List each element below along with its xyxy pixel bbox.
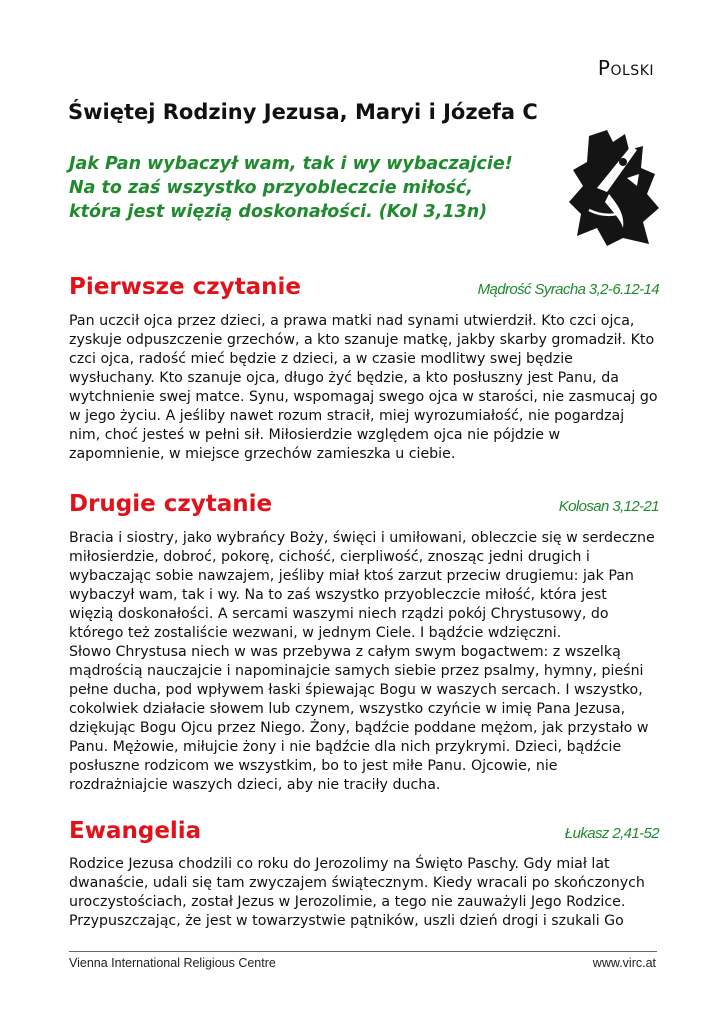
section-title: Pierwsze czytanie bbox=[69, 274, 301, 300]
text-line: wybaczył wam, tak i wy. Na to zaś wszystko przyobleczcie miłość, która jest bbox=[69, 587, 607, 603]
text-line: rozdrażniajcie waszych dzieci, aby nie traciły ducha. bbox=[69, 777, 441, 793]
text-line: czci ojca, radość mieć będzie z dzieci, a w czasie modlitwy swej będzie bbox=[69, 351, 573, 367]
text-line: dwanaście, udali się tam zwyczajem świątecznym. Kiedy wracali po skończonych bbox=[69, 875, 645, 891]
text-line: wysłuchany. Kto szanuje ojca, długo żyć będzie, a kto posłuszny jest Panu, da bbox=[69, 370, 619, 386]
section-title: Ewangelia bbox=[69, 818, 202, 844]
text-line: w jego życiu. A jeśliby nawet rozum stracił, miej wyrozumiałość, nie pogardzaj bbox=[69, 408, 625, 424]
text-line: cokolwiek działacie słowem lub czynem, wszystko czyńcie w imię Pana Jezusa, bbox=[69, 701, 626, 717]
text-line: którego też zostaliście wezwani, w jednym Ciele. I bądźcie wdzięczni. bbox=[69, 625, 562, 641]
text-line: posłuszne rodzicom we wszystkim, bo to jest miłe Panu. Ojcowie, nie bbox=[69, 758, 558, 774]
section-body bbox=[69, 529, 667, 795]
section-reference: Łukasz 2,41-52 bbox=[564, 825, 659, 842]
motto bbox=[69, 152, 549, 224]
motto-line: która jest więzią doskonałości. (Kol 3,13n) bbox=[69, 202, 488, 222]
text-line: wybaczając sobie nawzajem, jeśliby miał ktoś zarzut przeciw drugiemu: jak Pan bbox=[69, 568, 634, 584]
page-title: Świętej Rodziny Jezusa, Maryi i Józefa C bbox=[68, 100, 538, 124]
text-line: wytchnienie swej matce. Synu, wspomagaj swego ojca w starości, nie zasmucaj go bbox=[69, 389, 658, 405]
text-line: zapomnienie, w miejsce grzechów zamieszka u ciebie. bbox=[69, 446, 456, 462]
text-line: Bracia i siostry, jako wybrańcy Boży, święci i umiłowani, obleczcie się w serdeczne bbox=[69, 530, 655, 546]
motto-line: Jak Pan wybaczył wam, tak i wy wybaczajcie! bbox=[69, 154, 513, 174]
text-line: Przypuszczając, że jest w towarzystwie pątników, uszli dzień drogi i szukali Go bbox=[69, 913, 624, 929]
section-reference: Kolosan 3,12-21 bbox=[558, 498, 659, 515]
section-header-first-reading bbox=[69, 266, 659, 302]
text-line: Panu. Mężowie, miłujcie żony i nie bądźcie dla nich przykrymi. Dzieci, bądźcie bbox=[69, 739, 622, 755]
text-line: Słowo Chrystusa niech w was przebywa z całym swym bogactwem: z wszelką bbox=[69, 644, 621, 660]
section-body bbox=[69, 855, 667, 931]
text-line: mądrością nauczajcie i napominajcie samych siebie przez psalmy, hymny, pieśni bbox=[69, 663, 644, 679]
illustration-image bbox=[567, 128, 661, 248]
section-title: Drugie czytanie bbox=[69, 491, 273, 517]
text-line: więzią doskonałości. A sercami waszymi niech rządzi pokój Chrystusowy, do bbox=[69, 606, 609, 622]
text-line: Rodzice Jezusa chodzili co roku do Jerozolimy na Święto Paschy. Gdy miał lat bbox=[69, 856, 610, 872]
motto-line: Na to zaś wszystko przyobleczcie miłość, bbox=[69, 178, 473, 198]
footer-website-link[interactable]: www.virc.at bbox=[592, 956, 656, 970]
language-label: Polski bbox=[597, 56, 654, 80]
text-line: miłosierdzie, dobroć, pokorę, cichość, cierpliwość, znosząc jedni drugich i bbox=[69, 549, 590, 565]
text-line: pełne ducha, pod wpływem łaski śpiewając Bogu w waszych sercach. I wszystko, bbox=[69, 682, 643, 698]
text-line: Pan uczcił ojca przez dzieci, a prawa matki nad synami utwierdził. Kto czci ojca, bbox=[69, 313, 635, 329]
footer-divider bbox=[69, 951, 657, 952]
footer-organization: Vienna International Religious Centre bbox=[69, 956, 276, 970]
section-reference: Mądrość Syracha 3,2-6.12-14 bbox=[477, 281, 659, 298]
text-line: zyskuje odpuszczenie grzechów, a kto szanuje matkę, jakby skarby gromadził. Kto bbox=[69, 332, 655, 348]
section-header-second-reading bbox=[69, 483, 659, 519]
text-line: dziękując Bogu Ojcu przez Niego. Żony, bądźcie poddane mężom, jak przystało w bbox=[69, 720, 649, 736]
section-header-gospel bbox=[69, 810, 659, 846]
text-line: uroczystościach, został Jezus w Jerozolimie, a tego nie zauważyli Jego Rodzice. bbox=[69, 894, 626, 910]
section-body bbox=[69, 312, 667, 464]
text-line: nim, choć jesteś w pełni sił. Miłosierdzie względem ojca nie pójdzie w bbox=[69, 427, 561, 443]
